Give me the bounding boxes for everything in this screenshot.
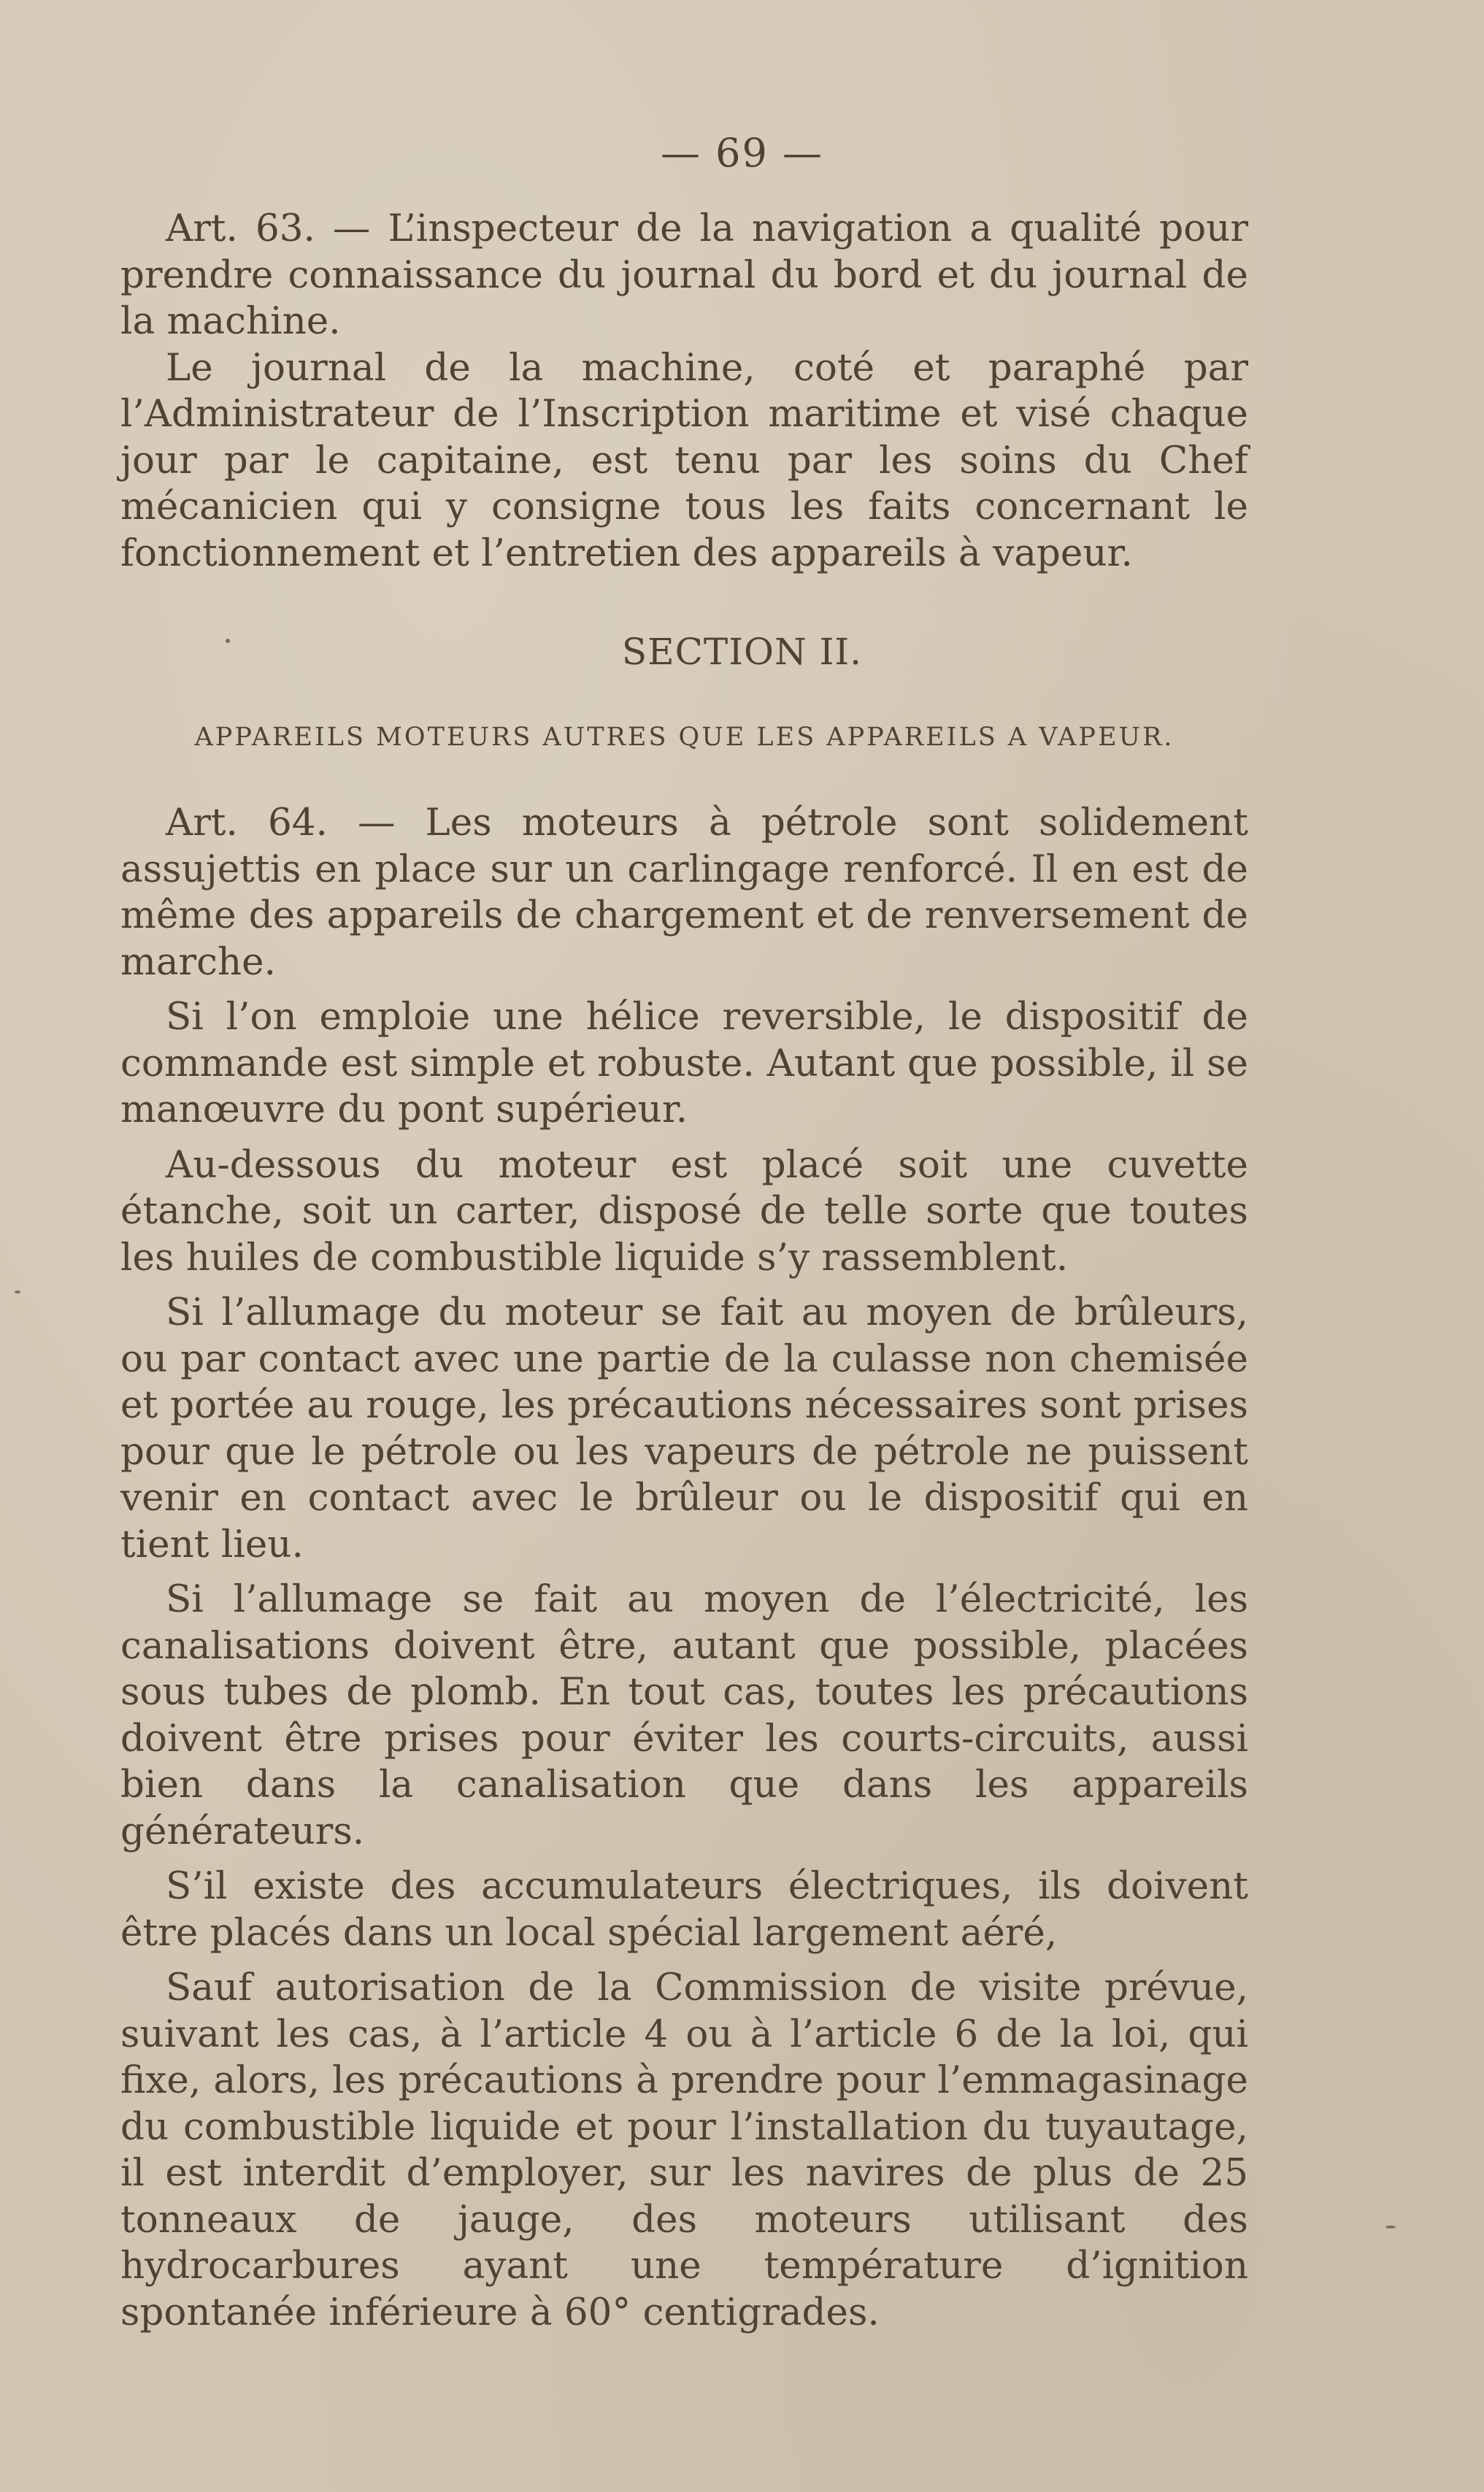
section-title: SECTION II. <box>621 631 863 673</box>
article-64-paragraph: Si l’on emploie une hélice reversible, le dispositif de commande est simple et robuste. Autant que possible, il se manœuvre du pont supérieur. <box>120 995 1248 1131</box>
article-64-paragraph: Si l’allumage du moteur se fait au moyen de brûleurs, ou par contact avec une partie de la culasse non chemisée et portée au rouge, les précautions nécessaires sont prises pour que le pétrole ou les vapeurs de pétrole ne puissent venir en contact avec le brûleur ou le dispositif qui en tient lieu. <box>120 1291 1248 1566</box>
article-64-paragraph: Si l’allumage se fait au moyen de l’électricité, les canalisations doivent être, autant que possible, placées sous tubes de plomb. En tout cas, toutes les précautions doivent être prises pour éviter les courts-circuits, aussi bien dans la canalisation que dans les appareils générateurs. <box>120 1577 1248 1853</box>
article-64-paragraph: Au-dessous du moteur est placé soit une cuvette étanche, soit un carter, disposé de telle sorte que toutes les huiles de combustible liquide s’y rassemblent. <box>120 1142 1248 1280</box>
section-subtitle: APPAREILS MOTEURS AUTRES QUE LES APPAREILS A VAPEUR. <box>194 723 1174 752</box>
article-63-paragraph: Le journal de la machine, coté et paraphé par l’Administrateur de l’Inscription maritime et visé chaque jour par le capitaine, est tenu par les soins du Chef mécanicien qui y consigne tous les faits concernant le fonctionnement et l’entretien des appareils à vapeur. <box>120 345 1248 575</box>
article-64-paragraph: S’il existe des accumulateurs électriques, ils doivent être placés dans un local spécial largement aéré, <box>120 1864 1248 1955</box>
paper-speck <box>15 1291 20 1293</box>
paper-speck <box>1385 2226 1396 2228</box>
page-number: — 69 — <box>660 130 824 176</box>
article-63-block <box>120 206 1248 577</box>
article-64-paragraph: Art. 64. — Les moteurs à pétrole sont solidement assujettis en place sur un carlingage renforcé. Il en est de même des appareils de chargement et de renversement de marche. <box>120 801 1248 984</box>
article-64-block <box>120 800 1248 2345</box>
article-64-paragraph: Sauf autorisation de la Commission de visite prévue, suivant les cas, à l’article 4 ou à l’article 6 de la loi, qui fixe, alors, les précautions à prendre pour l’emmagasinage du combustible liquide et pour l’installation du tuyautage, il est interdit d’employer, sur les navires de plus de 25 tonneaux de jauge, des moteurs utilisant des hydrocarbures ayant une température d’ignition spontanée inférieure à 60° centigrades. <box>120 1966 1248 2334</box>
paper-speck <box>226 639 230 643</box>
article-63-paragraph: Art. 63. — L’inspecteur de la navigation a qualité pour prendre connaissance du journal du bord et du journal de la machine. <box>120 207 1248 343</box>
